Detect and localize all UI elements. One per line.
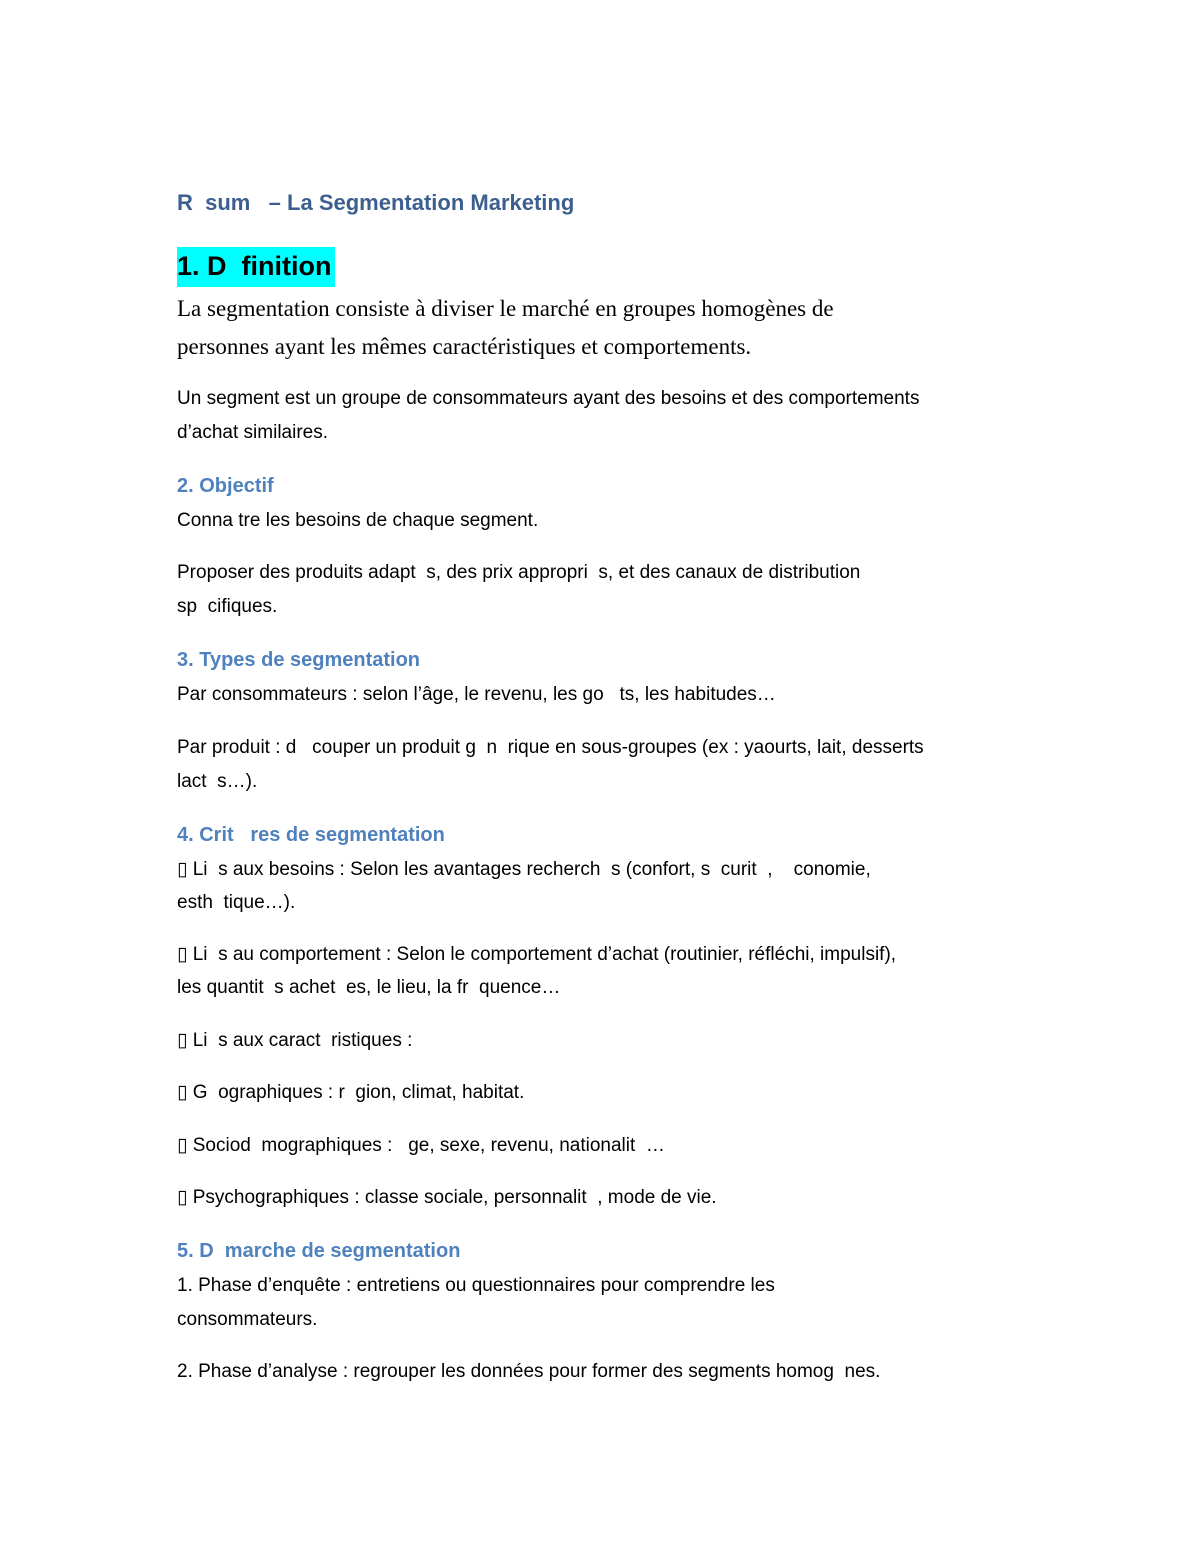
section-criteres-heading: 4. Crit res de segmentation [177, 824, 445, 846]
criteres-besoins-line-1: ▯ Li s aux besoins : Selon les avantages recherch s (confort, s curit , conomie, [177, 859, 871, 880]
types-paragraph-1: Par consommateurs : selon l’âge, le revenu, les go ts, les habitudes… [177, 684, 776, 705]
demarche-step-1-line-2: consommateurs. [177, 1309, 318, 1330]
section-demarche-heading: 5. D marche de segmentation [177, 1240, 461, 1262]
section-objectif-heading: 2. Objectif [177, 475, 274, 497]
criteres-besoins-line-2: esth tique…). [177, 892, 296, 913]
section-types-heading: 3. Types de segmentation [177, 649, 421, 671]
objectif-paragraph-1: Conna tre les besoins de chaque segment. [177, 510, 539, 531]
objectif-paragraph-2-line-2: sp cifiques. [177, 596, 278, 617]
criteres-comportement-line-2: les quantit s achet es, le lieu, la fr quence… [177, 977, 561, 998]
document-title: R sum – La Segmentation Marketing [177, 190, 575, 215]
segment-definition-line-2: d’achat similaires. [177, 422, 328, 443]
types-paragraph-2-line-2: lact s…). [177, 771, 258, 792]
criteres-caracteristiques: ▯ Li s aux caract ristiques : [177, 1030, 413, 1051]
criteres-psychographiques: ▯ Psychographiques : classe sociale, personnalit , mode de vie. [177, 1187, 717, 1208]
definition-lead-line-1: La segmentation consiste à diviser le marché en groupes homogènes de [177, 296, 834, 321]
objectif-paragraph-2-line-1: Proposer des produits adapt s, des prix appropri s, et des canaux de distribution [177, 562, 861, 583]
types-paragraph-2-line-1: Par produit : d couper un produit g n rique en sous-groupes (ex : yaourts, lait, desserts [177, 737, 924, 758]
criteres-geographiques: ▯ G ographiques : r gion, climat, habitat. [177, 1082, 525, 1103]
criteres-comportement-line-1: ▯ Li s au comportement : Selon le comportement d’achat (routinier, réfléchi, impulsif), [177, 944, 897, 965]
criteres-sociodemographiques: ▯ Sociod mographiques : ge, sexe, revenu, nationalit … [177, 1135, 665, 1156]
section-definition-heading: 1. D finition [177, 247, 335, 287]
demarche-step-2: 2. Phase d’analyse : regrouper les données pour former des segments homog nes. [177, 1361, 881, 1382]
definition-lead-line-2: personnes ayant les mêmes caractéristiques et comportements. [177, 334, 752, 359]
segment-definition-line-1: Un segment est un groupe de consommateurs ayant des besoins et des comportements [177, 388, 920, 409]
demarche-step-1-line-1: 1. Phase d’enquête : entretiens ou questionnaires pour comprendre les [177, 1275, 775, 1296]
